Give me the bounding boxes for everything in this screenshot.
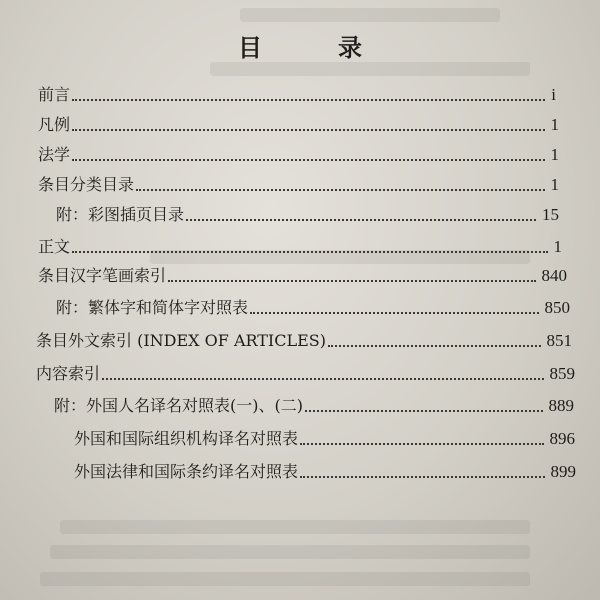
toc-entry[interactable] — [56, 298, 570, 318]
toc-entry-page: 1 — [550, 145, 559, 164]
toc-entry-label: 附：彩图插页目录 — [56, 205, 185, 224]
leader-dots — [250, 311, 538, 314]
toc-entry[interactable] — [38, 85, 556, 105]
toc-entry-label: 内容索引 — [36, 364, 101, 383]
toc-entry-page: 851 — [546, 331, 572, 350]
toc-entry-label: 附：繁体字和简体字对照表 — [56, 298, 249, 317]
leader-dots — [72, 98, 545, 101]
toc-entry-page: 899 — [550, 462, 576, 481]
toc-entry-page: 889 — [548, 396, 574, 415]
toc-entry[interactable] — [56, 205, 559, 225]
leader-dots — [168, 279, 535, 282]
toc-entry-page: 1 — [550, 115, 559, 134]
toc-entry-label: 外国和国际组织机构译名对照表 — [74, 429, 299, 448]
toc-entry-label: 前言 — [38, 85, 71, 104]
toc-entry-label: 凡例 — [38, 115, 71, 134]
toc-entry-label: 条目分类目录 — [38, 175, 135, 194]
leader-dots — [72, 128, 544, 131]
toc-entry-label: 条目外文索引 (INDEX OF ARTICLES) — [36, 331, 327, 350]
leader-dots — [136, 188, 544, 191]
toc-entry-page: 1 — [553, 237, 562, 256]
toc-entry[interactable] — [38, 115, 559, 135]
page-title: 目 录 — [238, 34, 388, 62]
toc-entry-page: 840 — [541, 266, 567, 285]
leader-dots — [72, 158, 544, 161]
toc-entry[interactable] — [36, 364, 575, 384]
toc-entry-label: 正文 — [38, 237, 71, 256]
toc-entry[interactable] — [38, 237, 562, 257]
leader-dots — [72, 250, 547, 253]
toc-entry-page: 850 — [544, 298, 570, 317]
leader-dots — [305, 409, 543, 412]
leader-dots — [102, 377, 543, 380]
toc-entry[interactable] — [38, 175, 559, 195]
toc-entry[interactable] — [36, 331, 572, 351]
toc-entry-label: 法学 — [38, 145, 71, 164]
toc-entry-page: 15 — [542, 205, 559, 224]
toc-entry[interactable] — [74, 429, 575, 449]
toc-entry[interactable] — [38, 145, 559, 165]
toc-entry-page: 859 — [549, 364, 575, 383]
toc-entry-page: 896 — [549, 429, 575, 448]
toc-entry[interactable] — [54, 396, 574, 416]
toc-entry[interactable] — [38, 266, 567, 286]
toc-entry-label: 附：外国人名译名对照表(一)、(二) — [54, 396, 303, 415]
toc-entry-label: 外国法律和国际条约译名对照表 — [74, 462, 299, 481]
toc-entry-page: i — [551, 85, 556, 104]
toc-entry-page: 1 — [550, 175, 559, 194]
toc-entry-label: 条目汉字笔画索引 — [38, 266, 167, 285]
leader-dots — [300, 475, 544, 478]
leader-dots — [328, 344, 540, 347]
toc-entry[interactable] — [74, 462, 576, 482]
leader-dots — [300, 442, 543, 445]
leader-dots — [186, 218, 536, 221]
